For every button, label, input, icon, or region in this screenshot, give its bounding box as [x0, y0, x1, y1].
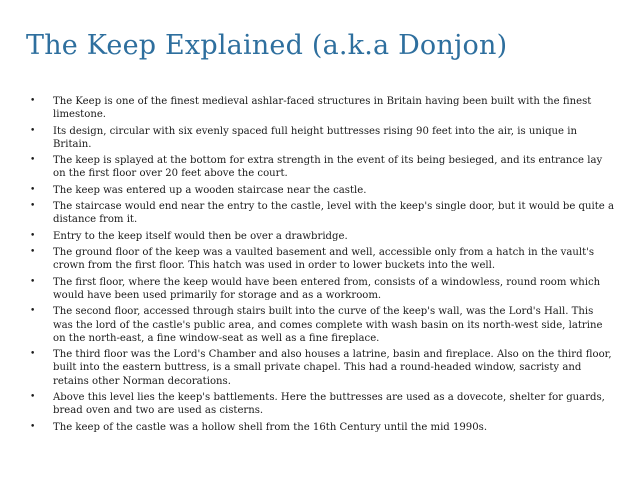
bullet-icon: • [30, 96, 36, 106]
bullet-text: The ground floor of the keep was a vaulted basement and well, accessible only from a hatch in the vault's crown from the first floor. This hatch was used in order to lower buckets into the well. [53, 247, 595, 272]
bullet-icon: • [30, 391, 36, 402]
list-item [30, 125, 615, 151]
bullet-icon: • [30, 349, 36, 360]
list-item [30, 246, 615, 272]
bullet-text: The staircase would end near the entry to the castle, level with the keep's single door, but it would be quite a distance from it. [53, 201, 614, 226]
bullet-icon: • [30, 184, 36, 195]
bullet-text: Its design, circular with six evenly spaced full height buttresses rising 90 feet into the air, is unique in Britain. [53, 125, 577, 150]
bullet-text: The third floor was the Lord's Chamber and also houses a latrine, basin and fireplace. Also on the third floor, built into the eastern buttress, is a small private chapel. This had a round-headed window, sacristy and retains other Norman decorations. [53, 349, 612, 387]
bullet-text: The keep was entered up a wooden staircase near the castle. [53, 184, 367, 196]
slide-title: The Keep Explained (a.k.a Donjon) [26, 30, 508, 61]
bullet-text: The first floor, where the keep would have been entered from, consists of a windowless, round room which would have been used primarily for storage and as a workroom. [53, 276, 601, 301]
bullet-text: The Keep is one of the finest medieval ashlar-faced structures in Britain having been built with the finest limestone. [53, 96, 592, 121]
list-item [30, 391, 615, 417]
bullet-text: The keep is splayed at the bottom for extra strength in the event of its being besieged, and its entrance lay on the first floor over 20 feet above the court. [53, 155, 603, 180]
bullet-icon: • [30, 247, 36, 258]
list-item [30, 230, 615, 243]
bullet-icon: • [30, 125, 36, 136]
list-item [30, 154, 615, 180]
list-item [30, 305, 615, 345]
list-item [30, 95, 615, 121]
bullet-icon: • [30, 201, 36, 212]
bullet-list [30, 95, 615, 437]
list-item [30, 421, 615, 434]
bullet-icon: • [30, 155, 36, 166]
bullet-text: Entry to the keep itself would then be over a drawbridge. [53, 230, 348, 242]
list-item [30, 276, 615, 302]
bullet-icon: • [30, 230, 36, 241]
bullet-icon: • [30, 276, 36, 287]
list-item [30, 184, 615, 197]
bullet-text: The keep of the castle was a hollow shell from the 16th Century until the mid 1990s. [53, 421, 488, 433]
list-item [30, 348, 615, 388]
list-item [30, 200, 615, 226]
bullet-text: Above this level lies the keep's battlements. Here the buttresses are used as a dovecote, shelter for guards, bread oven and two are used as cisterns. [53, 391, 605, 417]
bullet-icon: • [30, 306, 36, 317]
bullet-icon: • [30, 421, 36, 432]
bullet-text: The second floor, accessed through stairs built into the curve of the keep's wall, was the Lord's Hall. This was the lord of the castle's public area, and comes complete with wash basin on its north-west side, latrine on the north-east, a fine window-seat as well as a fine fireplace. [53, 306, 603, 344]
